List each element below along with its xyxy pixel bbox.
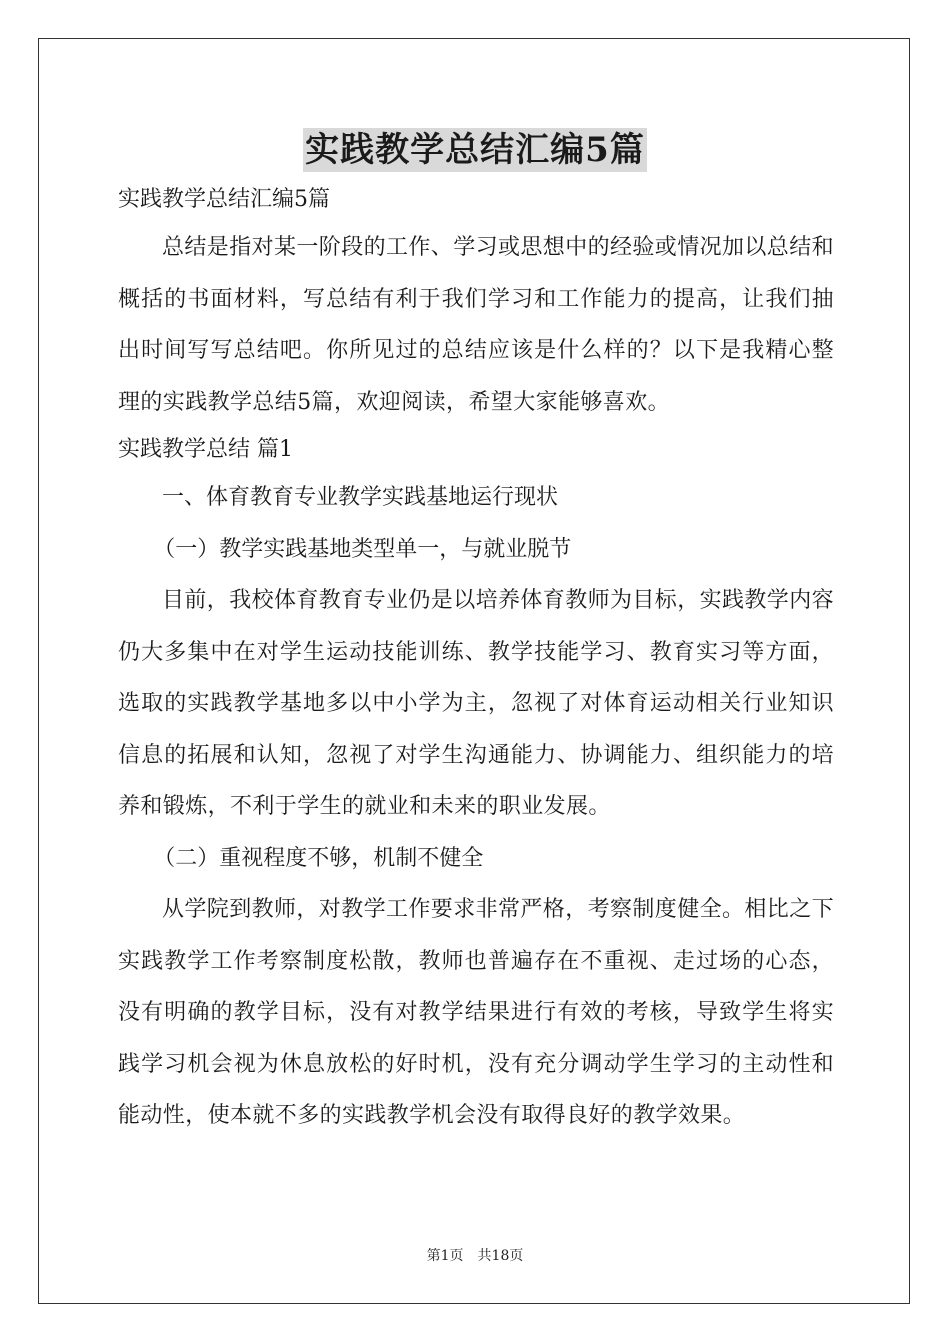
paragraph-2: 从学院到教师，对教学工作要求非常严格，考察制度健全。相比之下实践教学工作考察制度松散，教师也普遍存在不重视、走过场的心态，没有明确的教学目标，没有对教学结果进行有效的考核，导致学生将实践学习机会视为休息放松的好时机，没有充分调动学生学习的主动性和能动性，使本就不多的实践教学机会没有取得良好的教学效果。	[118, 897, 835, 1128]
document-title-text: 实践教学总结汇编5篇	[305, 130, 645, 170]
document-body	[118, 178, 834, 1142]
heading-1: 一、体育教育专业教学实践基地运行现状	[162, 485, 559, 510]
intro-paragraph: 总结是指对某一阶段的工作、学习或思想中的经验或情况加以总结和概括的书面材料，写总结有利于我们学习和工作能力的提高，让我们抽出时间写写总结吧。你所见过的总结应该是什么样的？以下是我精心整理的实践教学总结5篇，欢迎阅读，希望大家能够喜欢。	[118, 235, 835, 415]
document-title	[0, 128, 950, 172]
subtitle-line: 实践教学总结汇编5篇	[118, 187, 330, 212]
subheading-1: （一）教学实践基地类型单一，与就业脱节	[153, 536, 572, 562]
section-heading: 实践教学总结 篇1	[118, 437, 293, 462]
page-footer: 第1页 共18页	[426, 1248, 524, 1264]
subheading-2: （二）重视程度不够，机制不健全	[153, 845, 484, 871]
paragraph-1: 目前，我校体育教育专业仍是以培养体育教师为目标，实践教学内容仍大多集中在对学生运动技能训练、教学技能学习、教育实习等方面，选取的实践教学基地多以中小学为主，忽视了对体育运动相关行业知识信息的拓展和认知，忽视了对学生沟通能力、协调能力、组织能力的培养和锻炼，不利于学生的就业和未来的职业发展。	[118, 588, 835, 819]
